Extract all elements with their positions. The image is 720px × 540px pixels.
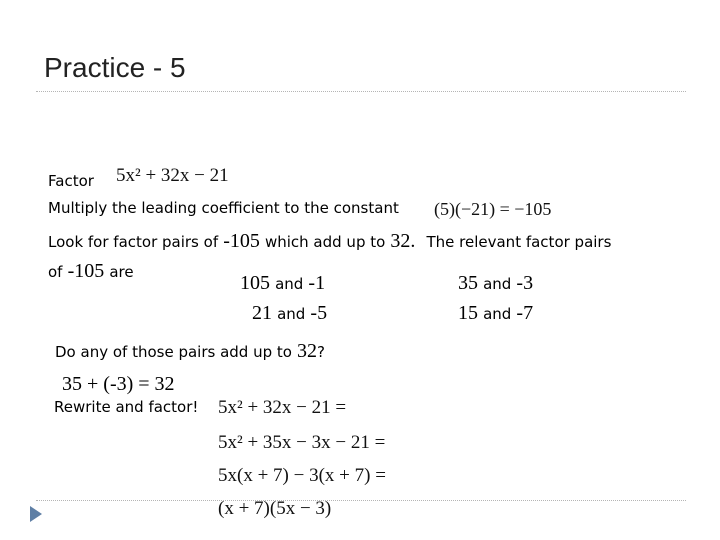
look-number-1: -105	[223, 230, 260, 252]
pair-joiner: and	[483, 275, 512, 293]
of-prefix: of	[48, 263, 63, 281]
pair-value-a: 105	[240, 272, 270, 294]
question-line	[55, 340, 325, 363]
factor-pair	[240, 272, 325, 295]
rewrite-label: Rewrite and factor!	[54, 398, 199, 416]
factor-pair	[458, 302, 533, 325]
factor-label: Factor	[48, 172, 94, 190]
pair-value-b: -1	[308, 272, 326, 294]
of-suffix: are	[109, 263, 134, 281]
factor-pair	[252, 302, 327, 325]
footer-divider	[36, 500, 686, 501]
pair-value-a: 15	[458, 302, 478, 324]
sum-equation: 35 + (-3) = 32	[62, 373, 175, 395]
question-number: 32	[297, 340, 318, 362]
look-prefix: Look for factor pairs of	[48, 233, 219, 251]
step-2: 5x² + 35x − 3x − 21 =	[218, 432, 386, 453]
pair-value-b: -5	[310, 302, 328, 324]
look-middle: which add up to	[264, 233, 386, 251]
pair-joiner: and	[483, 305, 512, 323]
factor-expression: 5x² + 32x − 21	[116, 165, 229, 186]
pair-value-b: -3	[516, 272, 534, 294]
of-line	[48, 260, 134, 283]
multiply-expression: (5)(−21) = −105	[434, 199, 552, 219]
look-suffix: The relevant factor pairs	[426, 233, 612, 251]
pair-value-a: 21	[252, 302, 272, 324]
pair-value-b: -7	[516, 302, 534, 324]
multiply-instruction: Multiply the leading coefficient to the constant	[48, 199, 399, 217]
pair-joiner: and	[275, 275, 304, 293]
step-4: (x + 7)(5x − 3)	[218, 498, 332, 519]
step-3: 5x(x + 7) − 3(x + 7) =	[218, 465, 386, 486]
slide-title: Practice - 5	[44, 52, 186, 83]
factor-pair	[458, 272, 533, 295]
look-number-2: 32.	[390, 230, 416, 252]
question-text: Do any of those pairs add up to	[55, 343, 292, 361]
question-mark: ?	[317, 343, 325, 361]
pair-value-a: 35	[458, 272, 478, 294]
pair-joiner: and	[277, 305, 306, 323]
slide-arrow-icon	[30, 506, 42, 522]
of-number: -105	[67, 260, 105, 282]
factor-pairs-instruction	[48, 230, 611, 253]
step-1: 5x² + 32x − 21 =	[218, 397, 347, 418]
title-divider	[36, 91, 686, 92]
